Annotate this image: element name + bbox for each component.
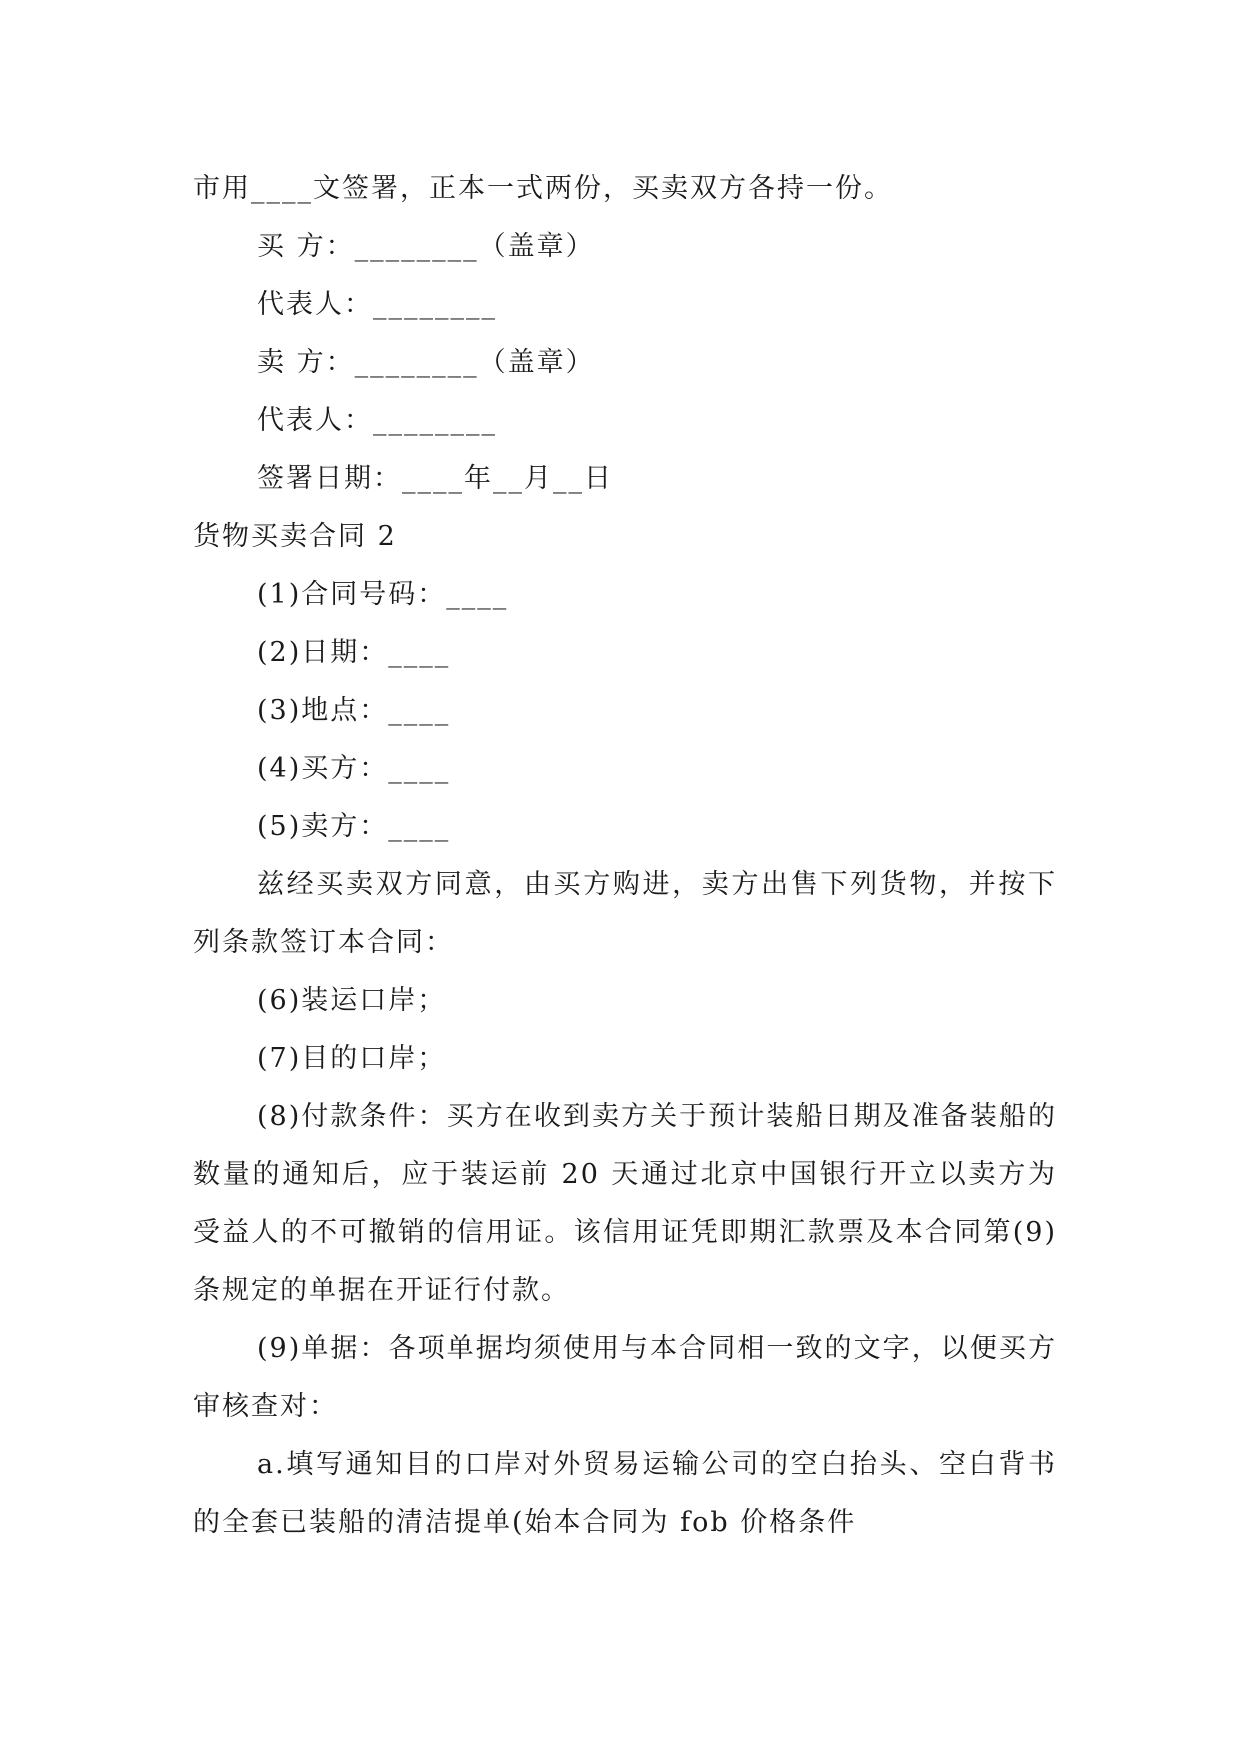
buyer-signature-line: 买 方：________（盖章） — [257, 231, 595, 262]
clause-8: (8)付款条件：买方在收到卖方关于预计装船日期及准备装船的数量的通知后，应于装运前 20 天通过北京中国银行开立以卖方为受益人的不可撤销的信用证。该信用证凭即期汇款票及本合同第(9)条规定的单据在开证行付款。 — [193, 1101, 1057, 1306]
agreement-paragraph: 兹经买卖双方同意，由买方购进，卖方出售下列货物，并按下列条款签订本合同： — [193, 869, 1057, 958]
seller-representative-line: 代表人：________ — [257, 405, 497, 436]
field-place: (3)地点：____ — [257, 695, 451, 726]
document-body — [193, 160, 1057, 1552]
clause-7: (7)目的口岸； — [257, 1043, 447, 1074]
contract-title: 货物买卖合同 2 — [193, 521, 397, 552]
contract-fields — [193, 566, 1057, 856]
field-buyer: (4)买方：____ — [257, 753, 451, 784]
field-date: (2)日期：____ — [257, 637, 451, 668]
clause-9: (9)单据：各项单据均须使用与本合同相一致的文字，以便买方审核查对： — [193, 1333, 1057, 1422]
field-contract-number: (1)合同号码：____ — [257, 579, 509, 610]
signature-block — [193, 218, 1057, 508]
sign-date-line: 签署日期：____年__月__日 — [257, 463, 613, 494]
seller-signature-line: 卖 方：________（盖章） — [257, 347, 595, 378]
intro-line: 市用____文签署，正本一式两份，买卖双方各持一份。 — [193, 173, 893, 204]
clause-6: (6)装运口岸； — [257, 985, 447, 1016]
buyer-representative-line: 代表人：________ — [257, 289, 497, 320]
clause-9a: a.填写通知目的口岸对外贸易运输公司的空白抬头、空白背书的全套已装船的清洁提单(始本合同为 fob 价格条件 — [193, 1449, 1057, 1538]
field-seller: (5)卖方：____ — [257, 811, 451, 842]
